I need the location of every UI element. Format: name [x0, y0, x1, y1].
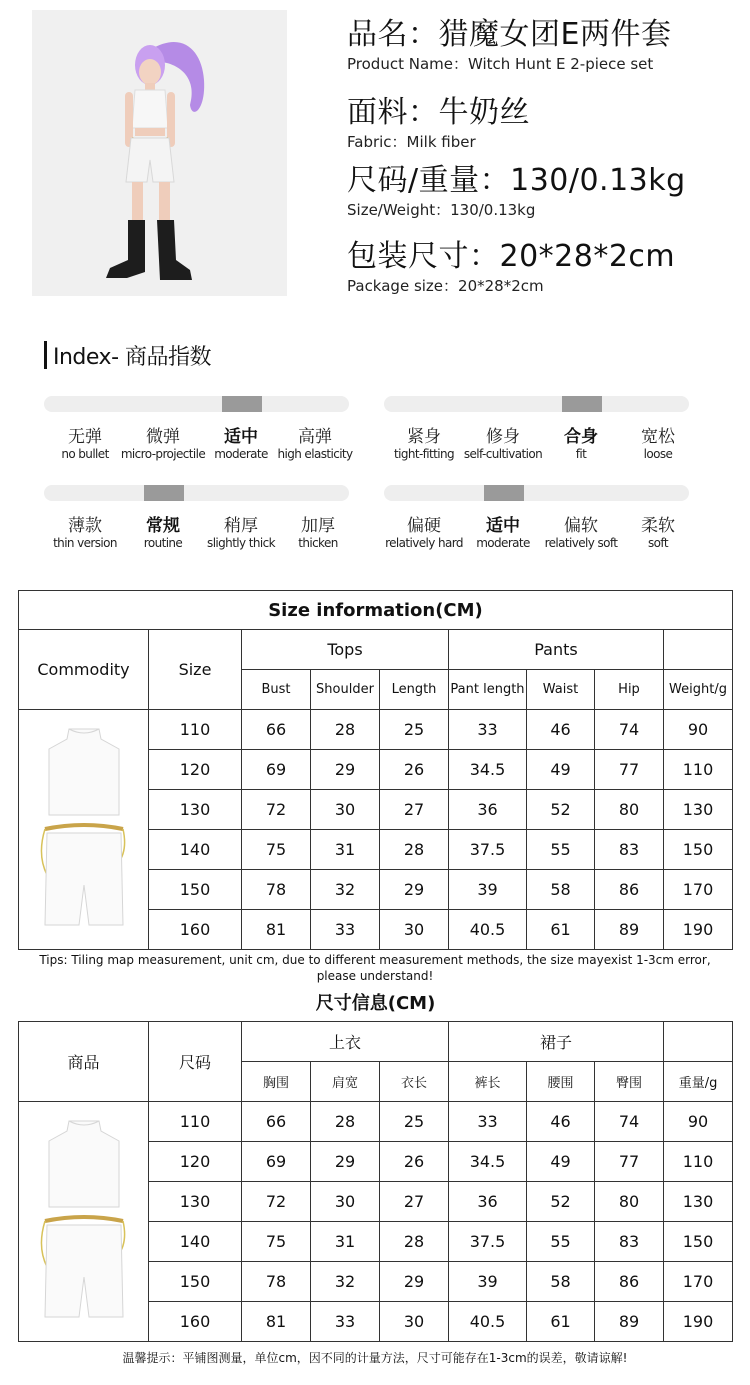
index-option-en: micro-projectile	[120, 447, 206, 461]
measure-cell: 29	[311, 750, 380, 790]
index-option	[270, 427, 360, 461]
measure-cell: 80	[595, 1182, 664, 1222]
index-option-en: relatively hard	[385, 536, 463, 550]
tips-en: Tips: Tiling map measurement, unit cm, due to different measurement methods, the size mayexist 1-3cm error, please understand!	[39, 953, 711, 983]
commodity-image-cell	[19, 710, 149, 950]
size-cell: 150	[149, 870, 242, 910]
measure-cell: 78	[242, 870, 311, 910]
measure-cell: 110	[664, 750, 733, 790]
index-option-cn: 适中	[224, 427, 258, 447]
measure-cell: 29	[380, 870, 449, 910]
measure-cell: 86	[595, 1262, 664, 1302]
measure-cell: 29	[380, 1262, 449, 1302]
measure-cell: 25	[380, 1102, 449, 1142]
index-option-en: fit	[575, 447, 587, 461]
index-option-cn: 无弹	[68, 427, 102, 447]
size-cell: 140	[149, 1222, 242, 1262]
size-cell: 130	[149, 790, 242, 830]
measure-cell: 46	[527, 710, 595, 750]
measure-cell: 130	[664, 790, 733, 830]
index-option-en: thin version	[53, 536, 117, 550]
index-option-cn: 高弹	[298, 427, 332, 447]
measure-cell: 78	[242, 1262, 311, 1302]
col-header: 腰围	[527, 1062, 595, 1102]
index-option-en: moderate	[214, 447, 268, 461]
measure-cell: 33	[449, 1102, 527, 1142]
size-table-en	[18, 590, 733, 950]
measure-cell: 32	[311, 870, 380, 910]
index-option-cn: 加厚	[301, 516, 335, 536]
group-header-pants: 裙子	[449, 1022, 664, 1062]
measure-cell: 36	[449, 790, 527, 830]
measure-cell: 55	[527, 1222, 595, 1262]
measure-cell: 33	[311, 1302, 380, 1342]
outfit	[39, 725, 129, 935]
measure-cell: 46	[527, 1102, 595, 1142]
index-option	[40, 516, 130, 550]
size-cell: 160	[149, 910, 242, 950]
measure-cell: 49	[527, 1142, 595, 1182]
col-header: Hip	[595, 670, 664, 710]
col-header: 胸围	[242, 1062, 311, 1102]
measure-cell: 28	[380, 1222, 449, 1262]
index-option	[613, 516, 703, 550]
measure-cell: 40.5	[449, 1302, 527, 1342]
col-header: Pant length	[449, 670, 527, 710]
measure-cell: 74	[595, 1102, 664, 1142]
size-cell: 140	[149, 830, 242, 870]
index-option-cn: 常规	[146, 516, 180, 536]
index-marker	[562, 396, 602, 412]
measure-cell: 30	[380, 1302, 449, 1342]
index-option-en: routine	[143, 536, 183, 550]
measure-cell: 49	[527, 750, 595, 790]
size-weight-cn: 尺码/重量：130/0.13kg	[347, 163, 686, 198]
measure-cell: 83	[595, 1222, 664, 1262]
index-track-4	[384, 485, 689, 501]
measure-cell: 90	[664, 1102, 733, 1142]
measure-cell: 34.5	[449, 750, 527, 790]
index-option-cn: 薄款	[68, 516, 102, 536]
index-option-cn: 适中	[486, 516, 520, 536]
measure-cell: 34.5	[449, 1142, 527, 1182]
index-option	[613, 427, 703, 461]
size-cell: 120	[149, 750, 242, 790]
group-header-pants: Pants	[449, 630, 664, 670]
index-option	[458, 516, 548, 550]
measure-cell: 170	[664, 1262, 733, 1302]
col-header: Shoulder	[311, 670, 380, 710]
index-option-cn: 柔软	[641, 516, 675, 536]
measure-cell: 81	[242, 1302, 311, 1342]
col-header: 衣长	[380, 1062, 449, 1102]
measure-cell: 66	[242, 1102, 311, 1142]
index-option-cn: 修身	[486, 427, 520, 447]
col-header: Length	[380, 670, 449, 710]
measure-cell: 86	[595, 870, 664, 910]
empty-header-cell	[664, 1022, 733, 1062]
measure-cell: 81	[242, 910, 311, 950]
measure-cell: 72	[242, 1182, 311, 1222]
measure-cell: 150	[664, 1222, 733, 1262]
measure-cell: 31	[311, 1222, 380, 1262]
measure-cell: 27	[380, 790, 449, 830]
group-header-tops: Tops	[242, 630, 449, 670]
index-heading	[44, 340, 211, 370]
measure-cell: 58	[527, 1262, 595, 1302]
index-marker	[484, 485, 524, 501]
col-header: 臀围	[595, 1062, 664, 1102]
col-header: 裤长	[449, 1062, 527, 1102]
table-caption: 尺寸信息(CM)	[19, 983, 733, 1022]
measure-cell: 61	[527, 910, 595, 950]
measure-cell: 26	[380, 750, 449, 790]
measure-cell: 28	[380, 830, 449, 870]
index-option-cn: 紧身	[407, 427, 441, 447]
index-option	[458, 427, 548, 461]
fabric-cn: 面料：牛奶丝	[347, 95, 530, 130]
group-header-tops: 上衣	[242, 1022, 449, 1062]
measure-cell: 75	[242, 1222, 311, 1262]
size-cell: 110	[149, 1102, 242, 1142]
index-track-1	[44, 396, 349, 412]
table-row	[19, 710, 733, 750]
measure-cell: 26	[380, 1142, 449, 1182]
size-weight-en: Size/Weight：130/0.13kg	[347, 201, 536, 219]
index-option	[118, 427, 208, 461]
index-option-cn: 宽松	[641, 427, 675, 447]
fabric-en: Fabric：Milk fiber	[347, 133, 476, 151]
measure-cell: 32	[311, 1262, 380, 1302]
index-option	[379, 427, 469, 461]
measure-cell: 37.5	[449, 830, 527, 870]
measure-cell: 90	[664, 710, 733, 750]
measure-cell: 74	[595, 710, 664, 750]
measure-cell: 77	[595, 1142, 664, 1182]
measure-cell: 130	[664, 1182, 733, 1222]
index-option	[379, 516, 469, 550]
measure-cell: 33	[311, 910, 380, 950]
measure-cell: 30	[311, 1182, 380, 1222]
index-track-3	[44, 485, 349, 501]
measure-cell: 80	[595, 790, 664, 830]
measure-cell: 52	[527, 790, 595, 830]
table-row	[19, 1102, 733, 1142]
measure-cell: 170	[664, 870, 733, 910]
col-header-size: 尺码	[149, 1022, 242, 1102]
measure-cell: 150	[664, 830, 733, 870]
size-cell: 120	[149, 1142, 242, 1182]
index-heading-text: Index- 商品指数	[53, 344, 211, 370]
size-cell: 150	[149, 1262, 242, 1302]
commodity-image-cell	[19, 1102, 149, 1342]
measure-cell: 61	[527, 1302, 595, 1342]
measure-cell: 25	[380, 710, 449, 750]
measure-cell: 89	[595, 1302, 664, 1342]
measure-cell: 69	[242, 750, 311, 790]
package-size-cn: 包装尺寸：20*28*2cm	[347, 239, 676, 274]
outfit-image	[39, 1117, 129, 1327]
size-table-cn	[18, 983, 733, 1342]
col-header: Weight/g	[664, 670, 733, 710]
measure-cell: 28	[311, 1102, 380, 1142]
tips-cn: 温馨提示：平铺图测量，单位cm，因不同的计量方法，尺寸可能存在1-3cm的误差，敬请谅解!	[122, 1351, 628, 1365]
index-option-en: high elasticity	[277, 447, 353, 461]
outfit	[39, 1117, 129, 1327]
index-option-cn: 微弹	[146, 427, 180, 447]
col-header: Bust	[242, 670, 311, 710]
index-option-en: moderate	[476, 536, 530, 550]
measure-cell: 39	[449, 1262, 527, 1302]
index-option-en: self-cultivation	[463, 447, 543, 461]
measure-cell: 40.5	[449, 910, 527, 950]
measure-cell: 55	[527, 830, 595, 870]
index-heading-bar	[44, 341, 47, 369]
measure-cell: 28	[311, 710, 380, 750]
empty-header-cell	[664, 630, 733, 670]
index-option-en: no bullet	[61, 447, 109, 461]
index-option-cn: 偏软	[564, 516, 598, 536]
measure-cell: 75	[242, 830, 311, 870]
index-option-cn: 稍厚	[224, 516, 258, 536]
index-marker	[222, 396, 262, 412]
measure-cell: 31	[311, 830, 380, 870]
index-option-en: slightly thick	[207, 536, 275, 550]
col-header: Waist	[527, 670, 595, 710]
size-cell: 130	[149, 1182, 242, 1222]
index-marker	[144, 485, 184, 501]
product-photo	[32, 10, 287, 296]
index-option	[118, 516, 208, 550]
measure-cell: 69	[242, 1142, 311, 1182]
measure-cell: 29	[311, 1142, 380, 1182]
outfit-image	[39, 725, 129, 935]
measure-cell: 52	[527, 1182, 595, 1222]
index-track-2	[384, 396, 689, 412]
measure-cell: 39	[449, 870, 527, 910]
index-option-en: relatively soft	[544, 536, 618, 550]
model-illustration	[32, 10, 287, 296]
product-name-cn: 品名：猎魔女团E两件套	[347, 17, 672, 52]
measure-cell: 58	[527, 870, 595, 910]
index-option-cn: 偏硬	[407, 516, 441, 536]
col-header-commodity: Commodity	[19, 630, 149, 710]
measure-cell: 190	[664, 910, 733, 950]
col-header: 重量/g	[664, 1062, 733, 1102]
index-option-cn: 合身	[564, 427, 598, 447]
col-header-size: Size	[149, 630, 242, 710]
measure-cell: 83	[595, 830, 664, 870]
measure-cell: 66	[242, 710, 311, 750]
measure-cell: 89	[595, 910, 664, 950]
index-option	[273, 516, 363, 550]
index-option-en: tight-fitting	[393, 447, 455, 461]
measure-cell: 110	[664, 1142, 733, 1182]
package-size-en: Package size：20*28*2cm	[347, 277, 544, 295]
product-name-en: Product Name：Witch Hunt E 2-piece set	[347, 55, 654, 73]
index-option-en: soft	[648, 536, 668, 550]
col-header: 肩宽	[311, 1062, 380, 1102]
measure-cell: 37.5	[449, 1222, 527, 1262]
table-caption: Size information(CM)	[19, 591, 733, 630]
col-header-commodity: 商品	[19, 1022, 149, 1102]
measure-cell: 77	[595, 750, 664, 790]
measure-cell: 72	[242, 790, 311, 830]
size-cell: 160	[149, 1302, 242, 1342]
index-option-en: loose	[643, 447, 673, 461]
measure-cell: 30	[380, 910, 449, 950]
measure-cell: 33	[449, 710, 527, 750]
index-option	[40, 427, 130, 461]
measure-cell: 36	[449, 1182, 527, 1222]
measure-cell: 27	[380, 1182, 449, 1222]
size-cell: 110	[149, 710, 242, 750]
measure-cell: 190	[664, 1302, 733, 1342]
measure-cell: 30	[311, 790, 380, 830]
index-option-en: thicken	[298, 536, 338, 550]
